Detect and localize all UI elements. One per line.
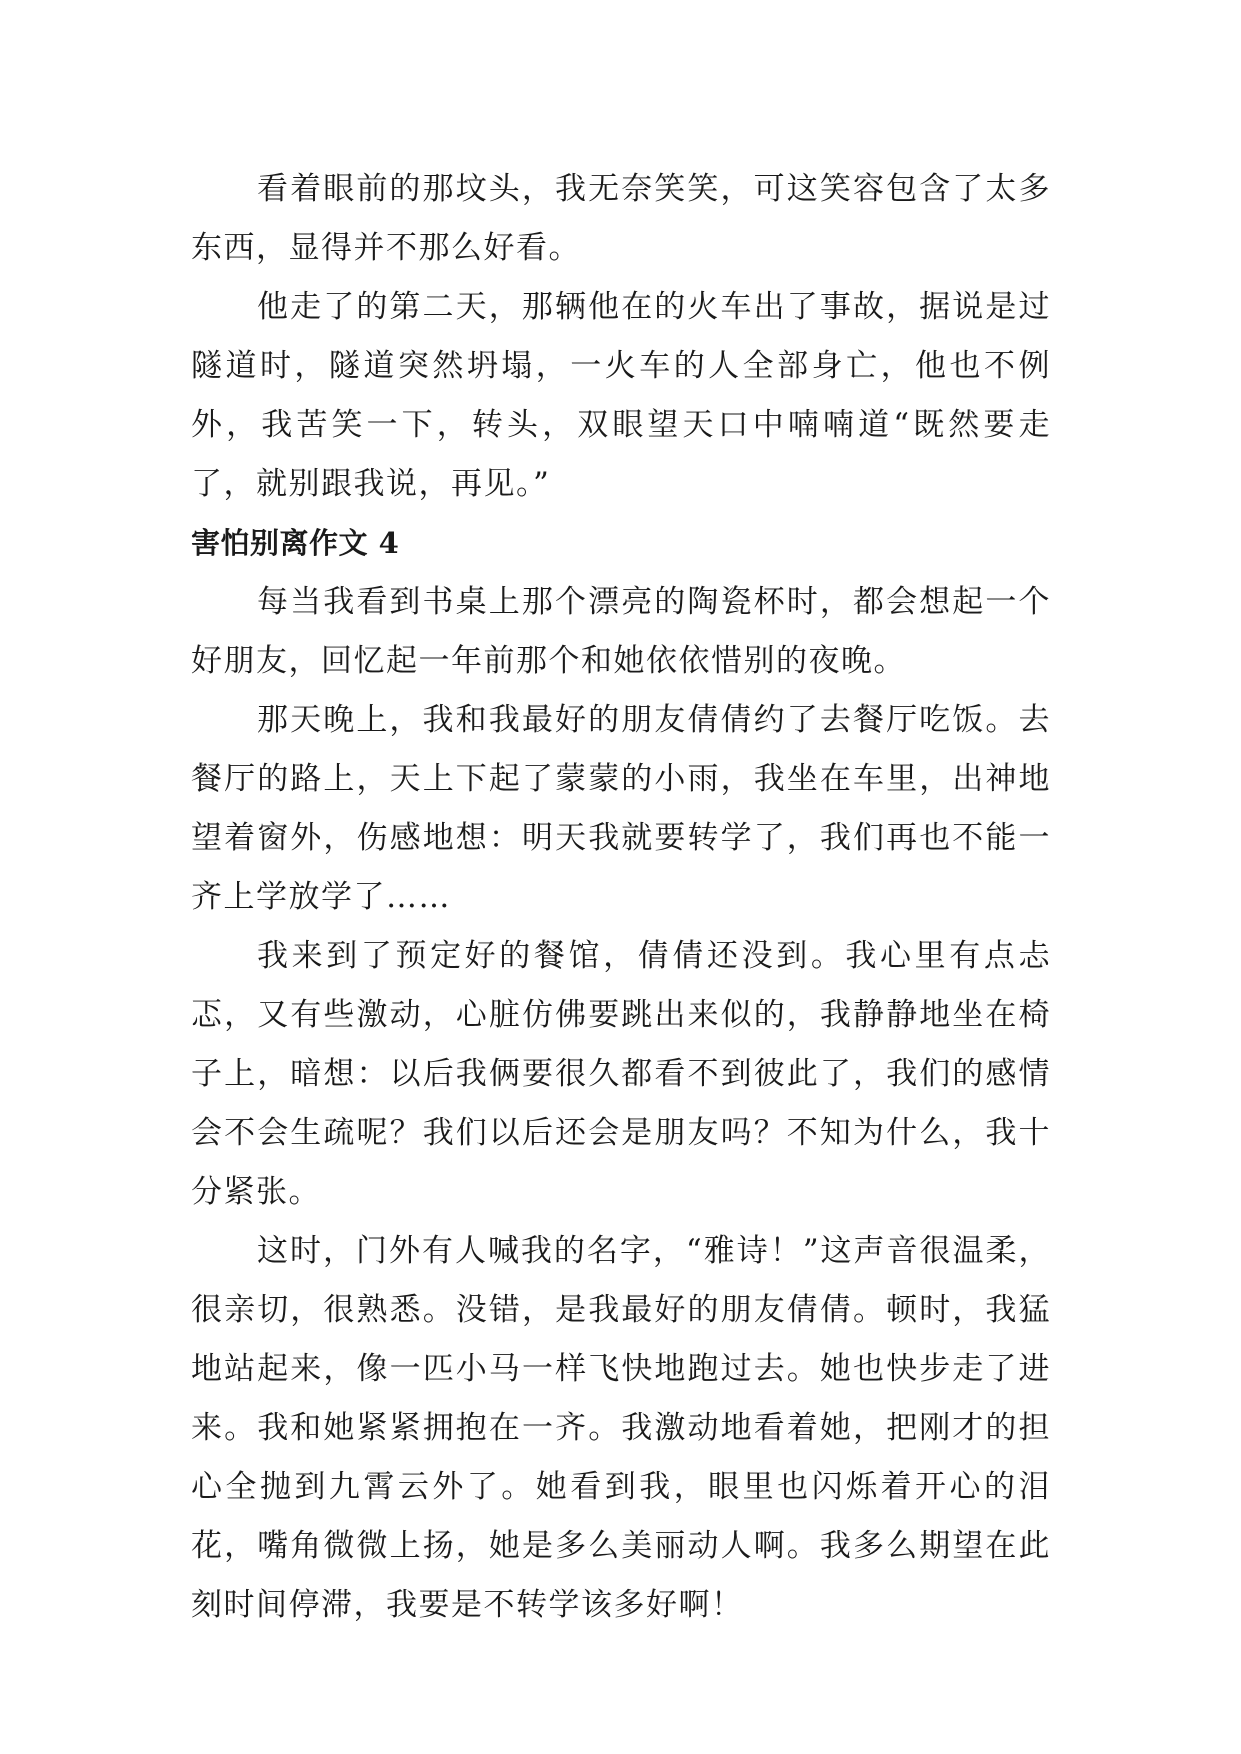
section-title: 害怕别离作文 4 <box>191 526 400 560</box>
paragraph: 看着眼前的那坟头，我无奈笑笑，可这笑容包含了太多东西，显得并不那么好看。 <box>191 171 1051 266</box>
document-body <box>191 160 1051 1635</box>
paragraph: 那天晚上，我和我最好的朋友倩倩约了去餐厅吃饭。去餐厅的路上，天上下起了蒙蒙的小雨，我坐在车里，出神地望着窗外，伤感地想：明天我就要转学了，我们再也不能一齐上学放学了…… <box>191 702 1051 915</box>
paragraph: 这时，门外有人喊我的名字，“雅诗！”这声音很温柔，很亲切，很熟悉。没错，是我最好的朋友倩倩。顿时，我猛地站起来，像一匹小马一样飞快地跑过去。她也快步走了进来。我和她紧紧拥抱在一齐。我激动地看着她，把刚才的担心全抛到九霄云外了。她看到我，眼里也闪烁着开心的泪花，嘴角微微上扬，她是多么美丽动人啊。我多么期望在此刻时间停滞，我要是不转学该多好啊！ <box>191 1233 1051 1623</box>
paragraph: 他走了的第二天，那辆他在的火车出了事故，据说是过隧道时，隧道突然坍塌，一火车的人全部身亡，他也不例外，我苦笑一下，转头，双眼望天口中喃喃道“既然要走了，就别跟我说，再见。” <box>191 289 1051 502</box>
paragraph: 我来到了预定好的餐馆，倩倩还没到。我心里有点忐忑，又有些激动，心脏仿佛要跳出来似的，我静静地坐在椅子上，暗想：以后我俩要很久都看不到彼此了，我们的感情会不会生疏呢？我们以后还会是朋友吗？不知为什么，我十分紧张。 <box>191 938 1051 1210</box>
paragraph: 每当我看到书桌上那个漂亮的陶瓷杯时，都会想起一个好朋友，回忆起一年前那个和她依依惜别的夜晚。 <box>191 584 1051 679</box>
